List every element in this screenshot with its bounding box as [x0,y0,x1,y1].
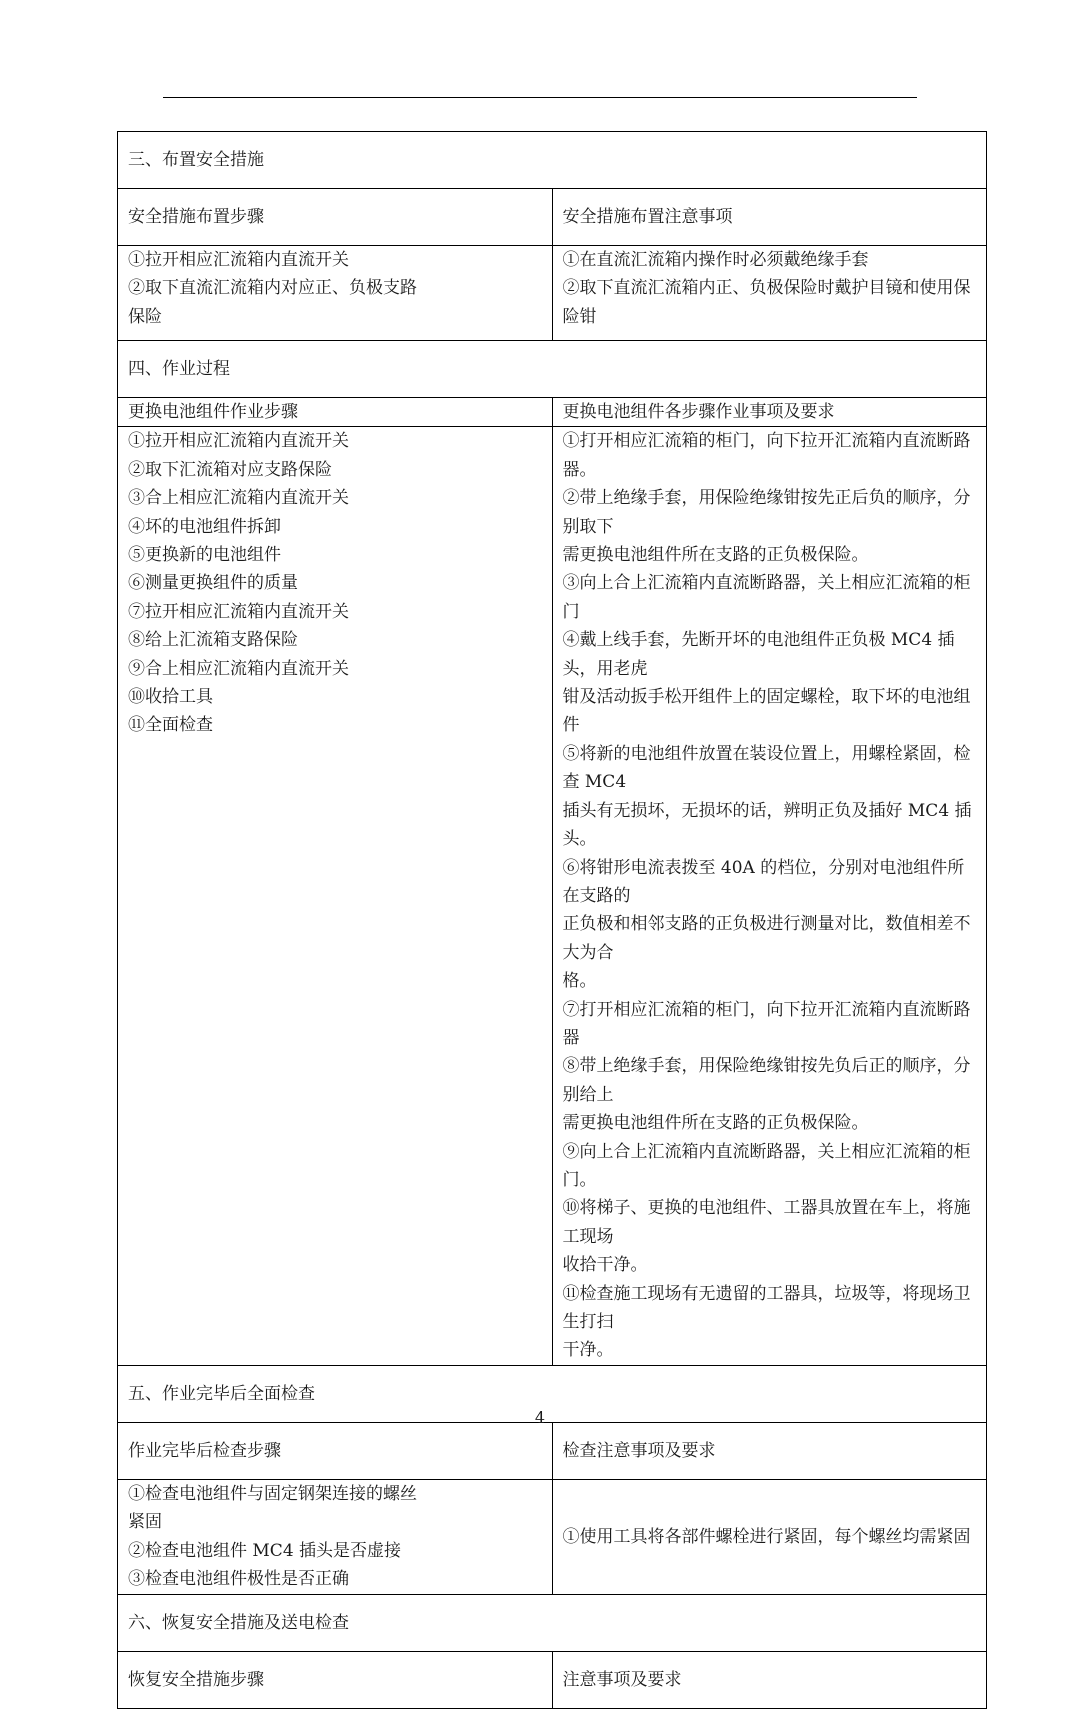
content-row [118,1479,987,1594]
step-line: ⑦拉开相应汇流箱内直流开关 [128,601,349,622]
step-line: ③检查电池组件极性是否正确 [128,1569,349,1590]
note-line: 干净。 [562,1340,614,1361]
step-line: ⑧给上汇流箱支路保险 [128,630,298,651]
step-line: ⑤更换新的电池组件 [128,545,281,566]
note-line: 收拾干净。 [562,1255,648,1276]
step-line: ①检查电池组件与固定钢架连接的螺丝 [128,1483,417,1504]
column-header-notes: 检查注意事项及要求 [552,1422,987,1479]
notes-cell [552,246,987,341]
note-line: ⑪检查施工现场有无遗留的工器具，垃圾等，将现场卫生打扫 [562,1283,971,1332]
column-header-notes: 安全措施布置注意事项 [552,189,987,246]
note-line: ①打开相应汇流箱的柜门，向下拉开汇流箱内直流断路器。 [562,431,971,480]
step-line: ⑪全面检查 [128,715,213,736]
note-line: ②取下直流汇流箱内正、负极保险时戴护目镜和使用保险钳 [562,278,971,327]
steps-cell [118,427,553,1365]
page-number: 4 [534,1408,546,1427]
note-line: ⑥将钳形电流表拨至 40A 的档位，分别对电池组件所在支路的 [562,857,965,906]
steps-cell [118,246,553,341]
step-line: ①拉开相应汇流箱内直流开关 [128,431,349,452]
column-header-steps: 恢复安全措施步骤 [118,1651,553,1708]
notes-cell [552,1479,987,1594]
note-line: 需更换电池组件所在支路的正负极保险。 [562,1113,869,1134]
note-line: 钳及活动扳手松开组件上的固定螺栓，取下坏的电池组件 [562,687,971,736]
note-line: ①使用工具将各部件螺栓进行紧固，每个螺丝均需紧固 [562,1526,971,1547]
note-line: ③向上合上汇流箱内直流断路器，关上相应汇流箱的柜门 [562,573,971,622]
section-title: 三、布置安全措施 [118,132,987,189]
column-header-steps: 更换电池组件作业步骤 [118,398,553,427]
note-line: ⑩将梯子、更换的电池组件、工器具放置在车上，将施工现场 [562,1198,971,1247]
step-line: ②检查电池组件 MC4 插头是否虚接 [128,1540,402,1561]
header-rule [163,97,917,98]
notes-cell [552,427,987,1365]
note-line: 格。 [562,971,597,992]
step-line: ②取下汇流箱对应支路保险 [128,459,332,480]
note-line: 需更换电池组件所在支路的正负极保险。 [562,545,869,566]
column-header-steps: 安全措施布置步骤 [118,189,553,246]
note-line: ①在直流汇流箱内操作时必须戴绝缘手套 [562,250,869,270]
step-line: 紧固 [128,1512,162,1533]
column-header-row [118,1651,987,1708]
step-line: ①拉开相应汇流箱内直流开关 [128,250,349,270]
step-line: ⑨合上相应汇流箱内直流开关 [128,658,349,679]
section-title-row [118,341,987,398]
column-header-row [118,189,987,246]
note-line: ④戴上线手套，先断开坏的电池组件正负极 MC4 插头，用老虎 [562,630,955,679]
procedure-table [117,131,987,1709]
note-line: 插头有无损坏，无损坏的话，辨明正负及插好 MC4 插头。 [562,800,972,850]
note-line: 正负极和相邻支路的正负极进行测量对比，数值相差不大为合 [562,914,971,963]
section-title-row [118,1594,987,1651]
content-row [118,427,987,1365]
column-header-row [118,398,987,427]
section-title-row [118,132,987,189]
step-line: ②取下直流汇流箱内对应正、负极支路 [128,278,417,299]
note-line: ⑧带上绝缘手套，用保险绝缘钳按先负后正的顺序，分别给上 [562,1056,971,1105]
column-header-notes: 更换电池组件各步骤作业事项及要求 [552,398,987,427]
step-line: ③合上相应汇流箱内直流开关 [128,488,349,509]
section-title: 六、恢复安全措施及送电检查 [118,1594,987,1651]
note-line: ⑦打开相应汇流箱的柜门，向下拉开汇流箱内直流断路器 [562,999,971,1048]
step-line: ⑩收拾工具 [128,687,213,708]
column-header-row [118,1422,987,1479]
steps-cell [118,1479,553,1594]
column-header-notes: 注意事项及要求 [552,1651,987,1708]
section-title: 五、作业完毕后全面检查 [118,1365,987,1422]
content-row [118,246,987,341]
step-line: ⑥测量更换组件的质量 [128,573,298,594]
section-title: 四、作业过程 [118,341,987,398]
note-line: ②带上绝缘手套，用保险绝缘钳按先正后负的顺序，分别取下 [562,488,971,537]
step-line: 保险 [128,306,162,327]
step-line: ④坏的电池组件拆卸 [128,516,281,537]
note-line: ⑨向上合上汇流箱内直流断路器，关上相应汇流箱的柜门。 [562,1141,971,1190]
column-header-steps: 作业完毕后检查步骤 [118,1422,553,1479]
note-line: ⑤将新的电池组件放置在装设位置上，用螺栓紧固，检查 MC4 [562,743,971,793]
